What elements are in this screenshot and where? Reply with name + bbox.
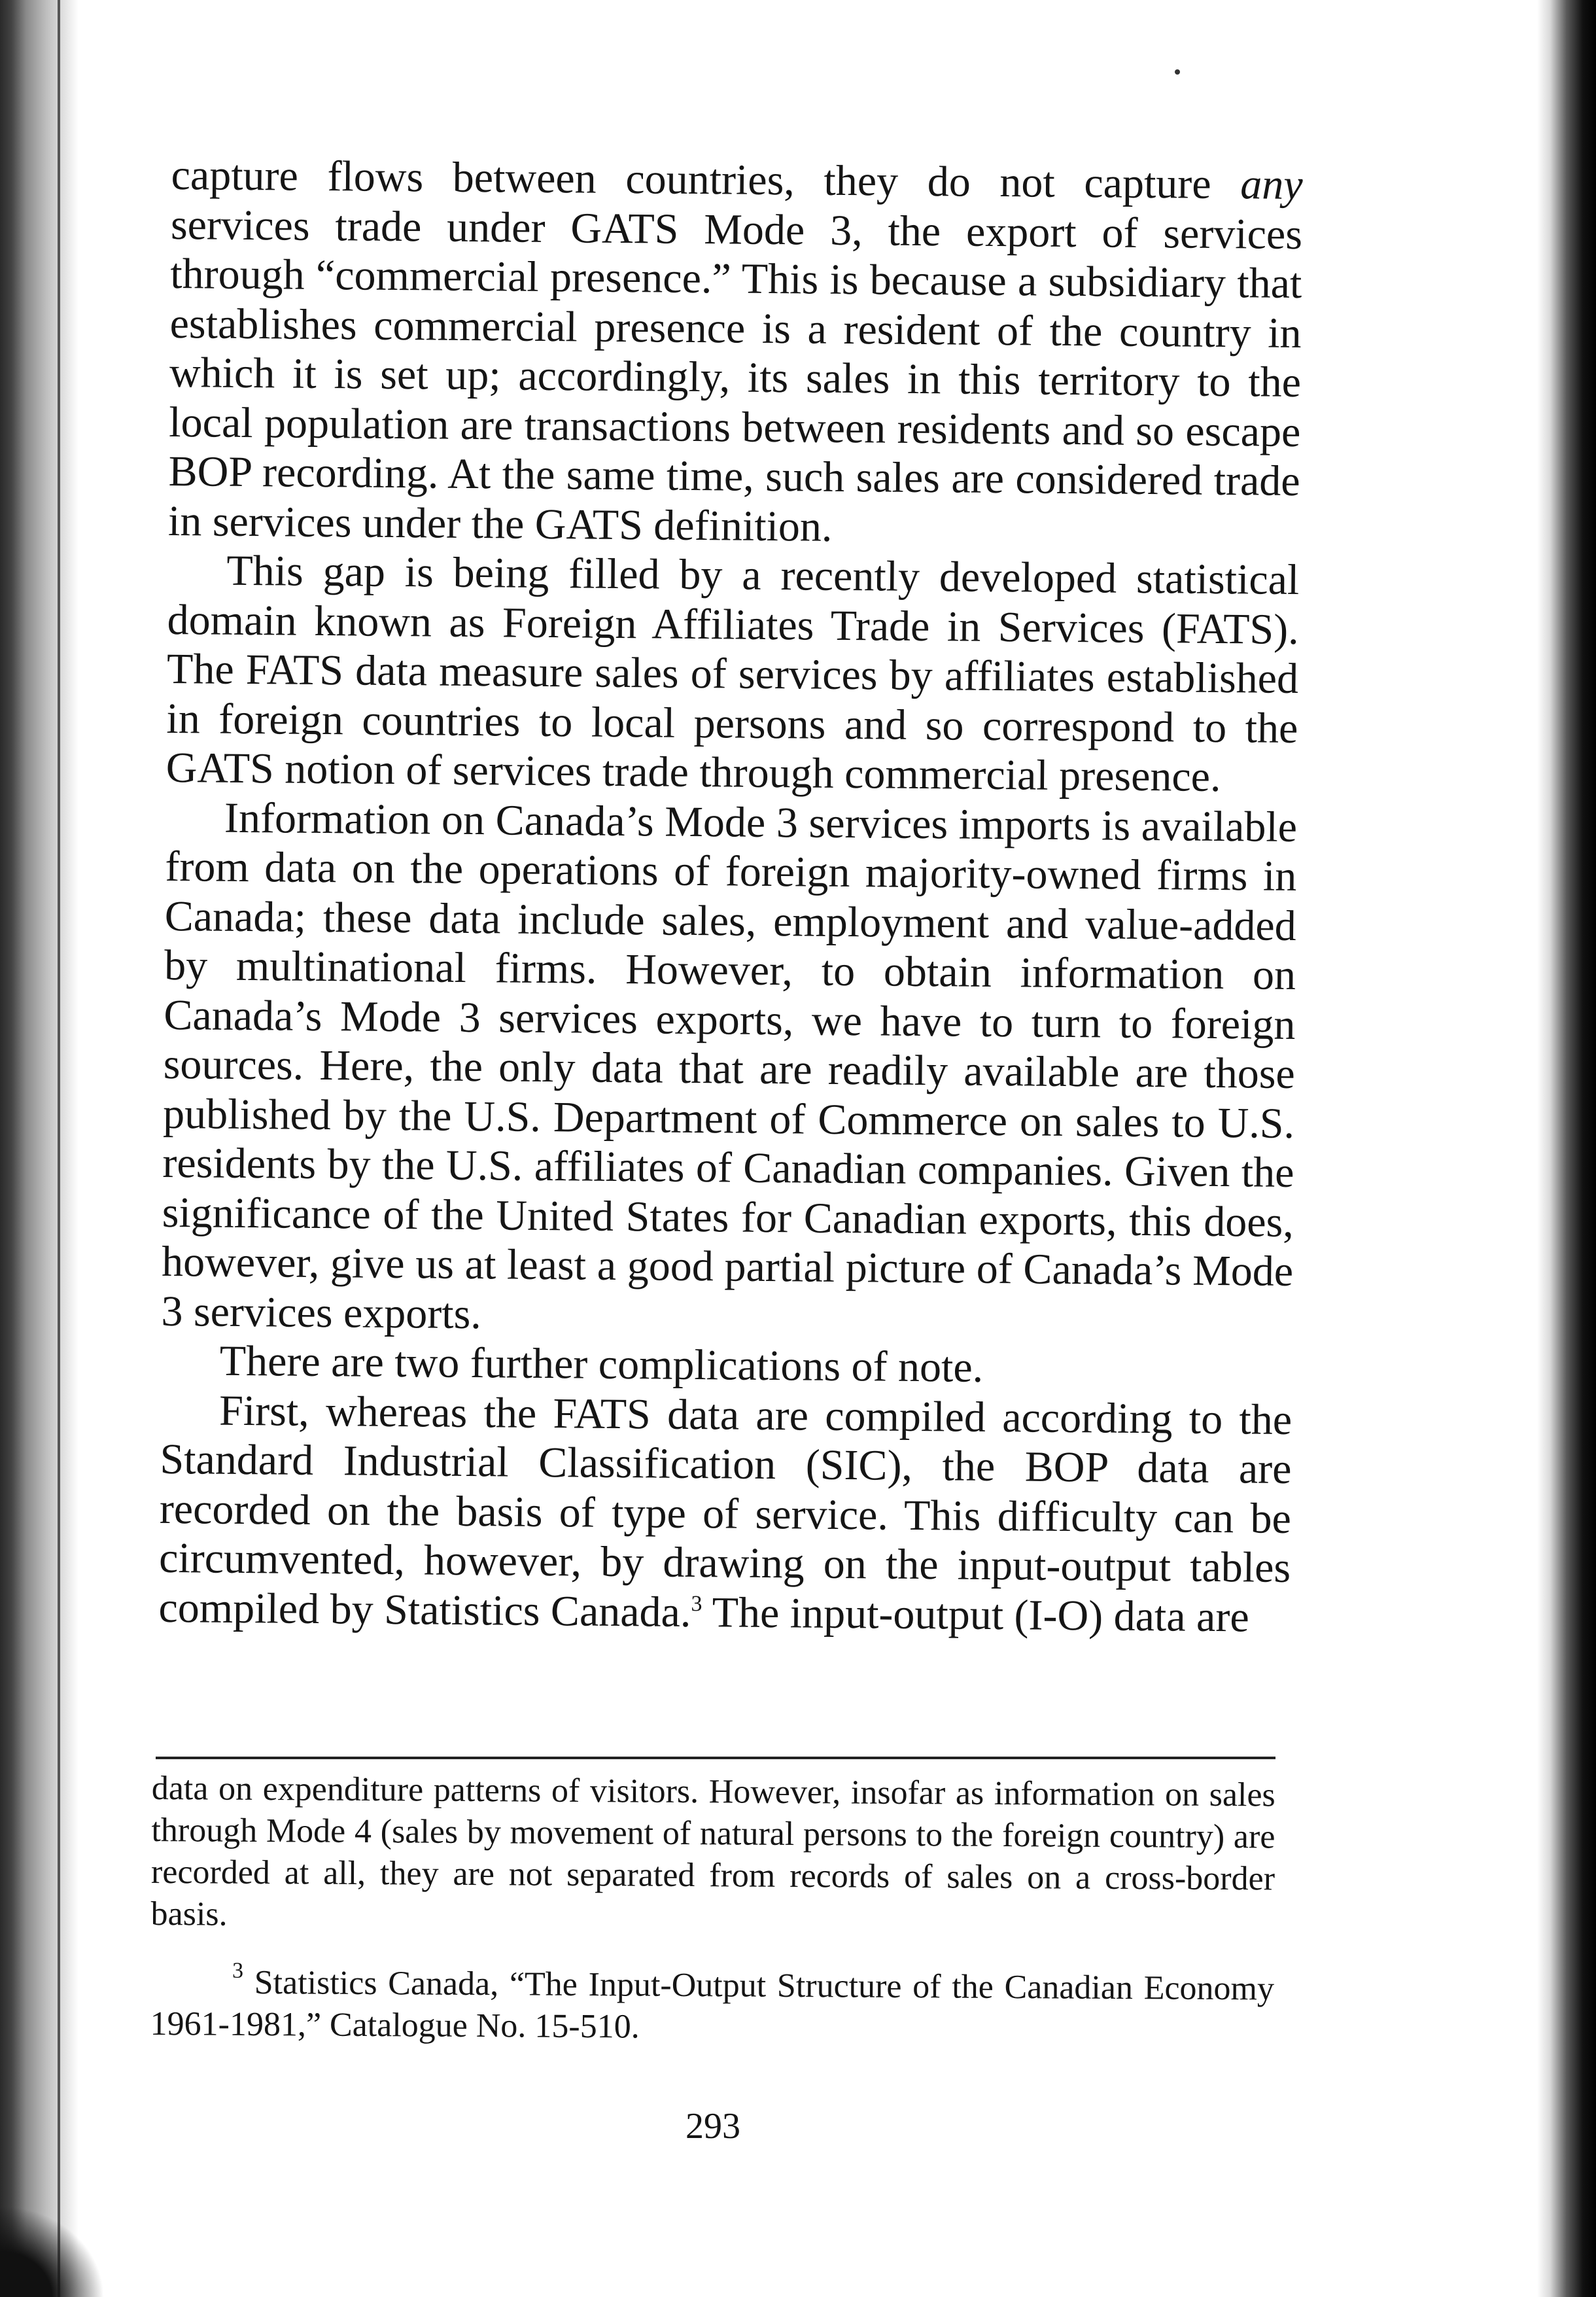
paragraph-4: There are two further complications of note. xyxy=(219,1337,984,1392)
scan-binding-shadow xyxy=(0,0,78,2297)
footnote-continued: data on expenditure patterns of visitors. However, insofar as information on sales through Mode 4 (sales by movement of natural persons to the foreign country) are recorded at all, they are not separated from records of sales on a cross-border basis. xyxy=(150,1770,1275,1933)
page-number: 293 xyxy=(685,2106,740,2147)
paragraph-5-start: First, whereas the FATS data are compiled according to the Standard Industrial Classification (SIC), the BOP data are recorded on the basis of type of service. This difficulty can be circumvented, however, by drawing on the input-output tables compiled by Statistics Canada. xyxy=(158,1386,1292,1636)
paragraph-2: This gap is being filled by a recently developed statistical domain known as Foreign Affiliates Trade in Services (FATS). The FATS data measure sales of services by affiliates established in foreign countries to local persons and so correspond to the GATS notion of services trade through commercial presence. xyxy=(165,546,1300,801)
footnote-3-text: Statistics Canada, “The Input-Output Structure of the Canadian Economy 1961-1981,” Catalogue No. 15-510. xyxy=(150,1963,1275,2046)
footnote-3 xyxy=(150,1958,1275,2052)
scan-binding-line xyxy=(58,0,60,2297)
paragraph-3: Information on Canada’s Mode 3 services imports is available from data on the operations of foreign majority-owned firms in Canada; these data include sales, employment and value-added by multinational firms. However, to obtain information on Canada’s Mode 3 services exports, we have to turn to foreign sources. Here, the only data that are readily available are those published by the U.S. Department of Commerce on sales to U.S. residents by the U.S. affiliates of Canadian companies. Given the significance of the United States for Canadian exports, this does, however, give us at least a good partial picture of Canada’s Mode 3 services exports. xyxy=(161,794,1298,1338)
paragraph-5 xyxy=(158,1385,1292,1642)
scan-speck xyxy=(1175,69,1180,75)
footnotes xyxy=(150,1768,1275,2052)
emphasis-any: any xyxy=(1240,160,1303,209)
main-text xyxy=(158,150,1303,1642)
scan-right-edge xyxy=(1537,0,1596,2297)
footnote-reference-3: 3 xyxy=(691,1591,703,1616)
paragraph-1-rest: services trade under GATS Mode 3, the export of services through “commercial presence.” This is because a subsidiary that establishes commercial presence is a resident of the country in which it is set up; accordingly, its sales in this territory to the local population are transactions between residents and so escape BOP recording. At the same time, such sales are considered trade in services under the GATS definition. xyxy=(167,200,1303,551)
footnote-divider xyxy=(156,1757,1275,1759)
paragraph-5-rest: The input-output (I-O) data are xyxy=(702,1588,1249,1641)
paragraph-1-start: capture flows between countries, they do not capture xyxy=(171,150,1241,209)
scan-corner-shadow xyxy=(0,2205,105,2297)
footnote-3-number: 3 xyxy=(232,1958,244,1983)
paragraph-1 xyxy=(168,150,1303,555)
